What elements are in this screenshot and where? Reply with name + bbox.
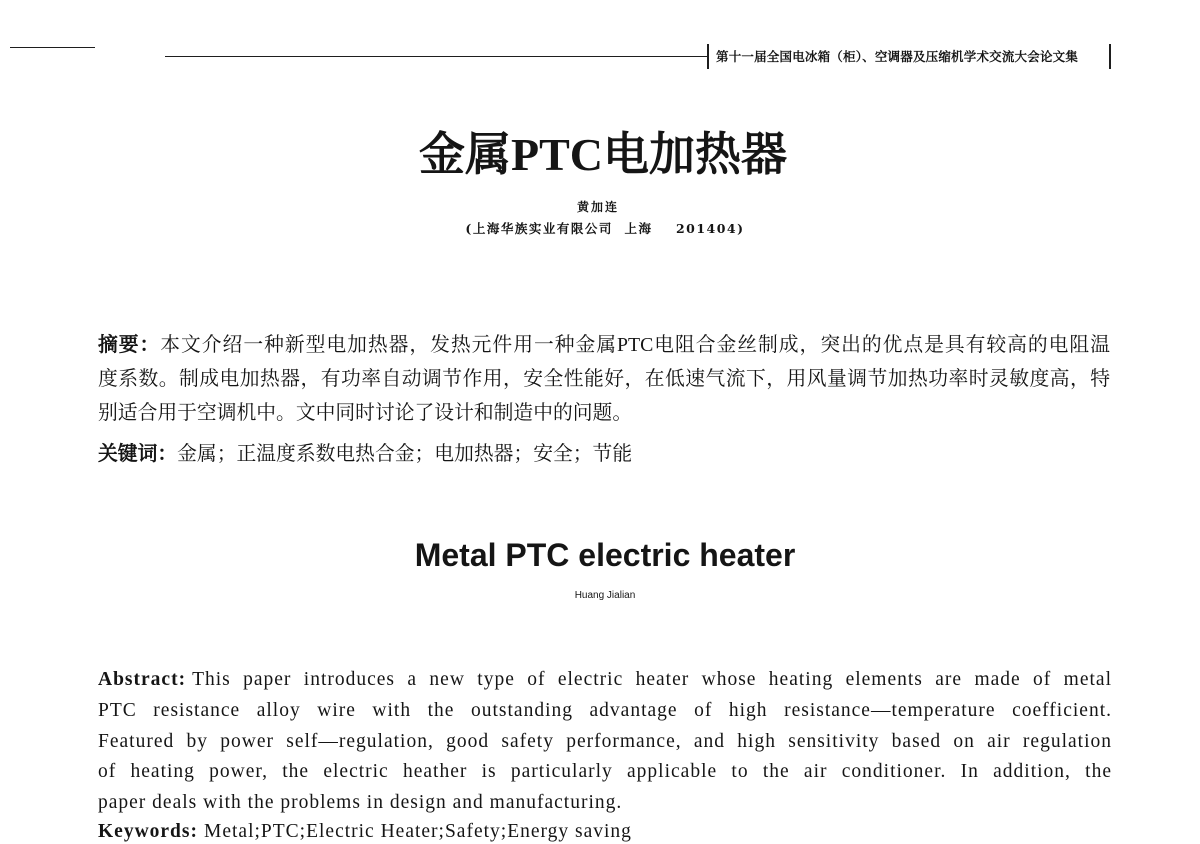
proceedings-title: 第十一届全国电冰箱（柜）、空调器及压缩机学术交流大会论文集: [716, 49, 1079, 64]
keywords-en-label: Keywords:: [98, 821, 198, 842]
keywords-cn: [98, 437, 632, 471]
abstract-cn-text: 本文介绍一种新型电加热器，发热元件用一种金属PTC电阻合金丝制成，突出的优点是具有较高的电阻温: [160, 334, 1110, 356]
paper-title-en: Metal PTC electric heater: [414, 537, 796, 573]
header-divider-bar: [707, 44, 709, 69]
affiliation-cn: (上海华族实业有限公司 上海 201404): [465, 221, 745, 236]
header-rule-left: [10, 47, 95, 48]
abstract-cn-line: 别适合用于空调机中。文中同时讨论了设计和制造中的问题。: [98, 402, 633, 424]
abstract-en: [98, 665, 1112, 819]
abstract-en-line: of heating power, the electric heather is particularly applicable to the air conditioner. In addition, the: [98, 761, 1112, 783]
keywords-en-text: Metal;PTC;Electric Heater;Safety;Energy saving: [204, 821, 632, 842]
abstract-en-line: PTC resistance alloy wire with the outstanding advantage of high resistance—temperature coefficient.: [98, 699, 1112, 721]
abstract-cn-line: [98, 328, 1110, 362]
keywords-cn-label: 关键词：: [98, 443, 178, 465]
keywords-en: [98, 821, 632, 843]
abstract-en-line: paper deals with the problems in design and manufacturing.: [98, 792, 623, 813]
author-name-cn: 黄加连: [576, 200, 619, 214]
abstract-en-line: [98, 665, 1112, 696]
header-end-bar: [1109, 44, 1111, 69]
abstract-cn: [98, 328, 1110, 430]
keywords-cn-text: 金属；正温度系数电热合金；电加热器；安全；节能: [177, 443, 633, 465]
abstract-en-text: This paper introduces a new type of electric heater whose heating elements are made of metal: [192, 669, 1112, 690]
abstract-en-label: Abstract:: [98, 669, 187, 690]
header-rule-main: [165, 56, 707, 57]
author-name-en: Huang Jialian: [574, 590, 636, 601]
abstract-cn-line: 度系数。制成电加热器，有功率自动调节作用，安全性能好，在低速气流下，用风量调节加热功率时灵敏度高，特: [98, 368, 1110, 390]
abstract-cn-label: 摘要：: [98, 334, 161, 356]
abstract-en-line: Featured by power self—regulation, good safety performance, and high sensitivity based on air regulation: [98, 730, 1112, 752]
paper-title-cn: 金属PTC电加热器: [419, 129, 787, 180]
